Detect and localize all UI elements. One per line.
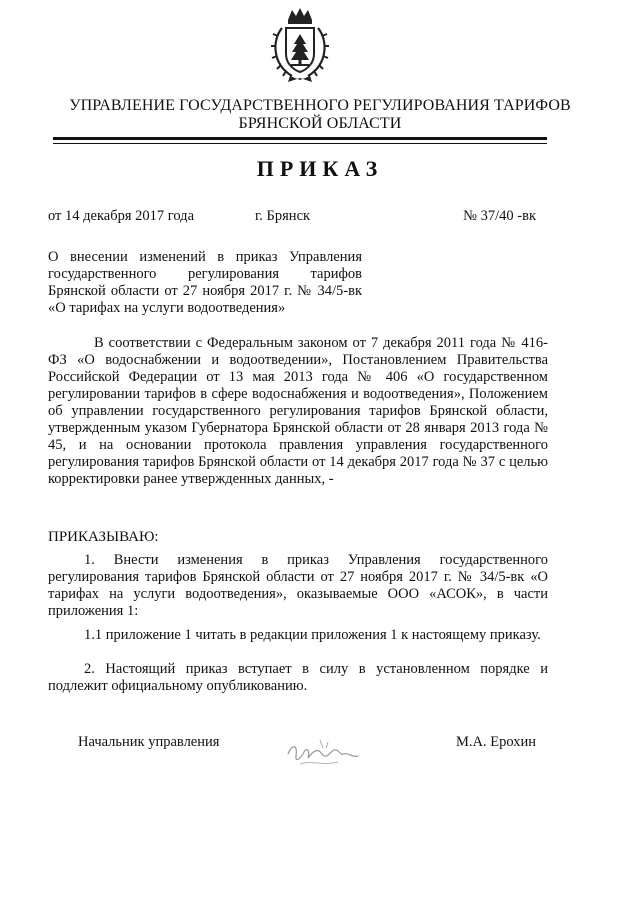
signer-position: Начальник управления bbox=[78, 734, 220, 750]
organization-name-line-2: БРЯНСКОЙ ОБЛАСТИ bbox=[238, 115, 402, 132]
order-subject: О внесении изменений в приказ Управления государственного регулирования тарифов Брянской области от 27 ноября 2017 г. № 34/5-вк «О тарифах на услуги водоотведения» bbox=[48, 249, 362, 316]
bryansk-coat-of-arms-icon bbox=[268, 6, 332, 84]
order-number: № 37/40 -вк bbox=[463, 208, 536, 224]
decree-heading: ПРИКАЗЫВАЮ: bbox=[48, 529, 159, 545]
document-title: ПРИКАЗ bbox=[256, 156, 384, 181]
handwritten-signature-icon bbox=[280, 730, 370, 780]
order-item-1: 1. Внести изменения в приказ Управления государственного регулирования тарифов Брянской области от 27 ноября 2017 г. № 34/5-вк «О тарифах на услуги водоотведения», оказываемые ООО «АСОК», в части приложения 1: bbox=[48, 552, 548, 619]
order-item-2: 2. Настоящий приказ вступает в силу в установленном порядке и подлежит официальному опубликованию. bbox=[48, 661, 548, 694]
header-divider-thick bbox=[53, 137, 547, 140]
organization-name-line-1: УПРАВЛЕНИЕ ГОСУДАРСТВЕННОГО РЕГУЛИРОВАНИЯ ТАРИФОВ bbox=[69, 97, 571, 114]
signer-name: М.А. Ерохин bbox=[455, 734, 536, 750]
order-item-1-1: 1.1 приложение 1 читать в редакции приложения 1 к настоящему приказу. bbox=[84, 627, 541, 643]
order-date: от 14 декабря 2017 года bbox=[48, 208, 194, 224]
order-city: г. Брянск bbox=[255, 208, 311, 224]
header-divider-thin bbox=[53, 143, 547, 144]
preamble-paragraph: В соответствии с Федеральным законом от 7 декабря 2011 года № 416-ФЗ «О водоснабжении и водоотведении», Постановлением Правительства Российской Федерации от 13 мая 2013 года № 406 «О государственном регулировании тарифов в сфере водоснабжения и водоотведения», Положением об управлении государственного регулирования тарифов Брянской области, утвержденным указом Губернатора Брянской области от 28 января 2013 года № 45, и на основании протокола правления управления государственного регулирования тарифов Брянской области от 14 декабря 2017 года № 37 с целью корректировки ранее утвержденных данных, - bbox=[48, 335, 548, 487]
